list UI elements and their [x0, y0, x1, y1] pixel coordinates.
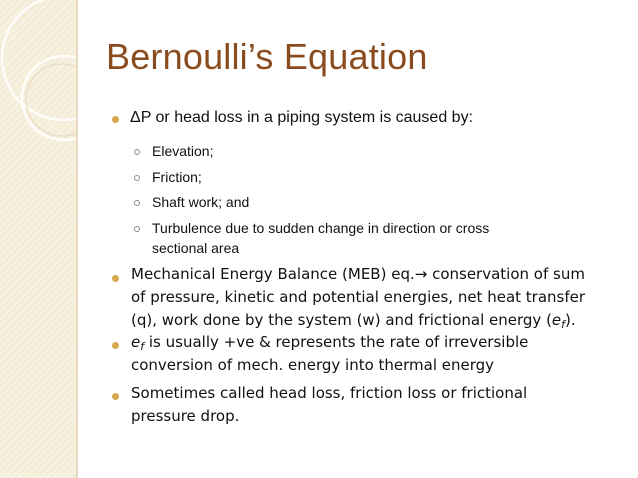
meb-line3-text: (q), work done by the system (w) and frictional energy ( [131, 311, 552, 329]
sub-bullet-marker [134, 149, 140, 155]
bullet-marker [112, 116, 119, 123]
bullet-marker [112, 275, 119, 282]
ef-line1-text: is usually +ve & represents the rate of irreversible [144, 333, 529, 351]
sub-bullet-marker [134, 175, 140, 181]
bullet-marker [112, 342, 119, 349]
ef-line1 [131, 333, 528, 353]
sub-item-turbulence-line2: sectional area [152, 240, 240, 256]
ef-variable: e [551, 311, 562, 329]
last-line2: pressure drop. [131, 407, 240, 425]
bullet-delta-p: ΔP or head loss in a piping system is caused by: [130, 109, 474, 126]
meb-line3-end: ). [565, 311, 576, 329]
meb-line1: Mechanical Energy Balance (MEB) eq.→ conservation of sum [131, 265, 585, 283]
ef-subscript: f [561, 318, 566, 331]
sub-item-elevation: Elevation; [152, 143, 214, 159]
sub-item-friction: Friction; [152, 169, 202, 185]
sub-item-turbulence-line1: Turbulence due to sudden change in direction or cross [152, 220, 490, 236]
ef-variable: e [131, 333, 141, 351]
last-line1: Sometimes called head loss, friction loss or frictional [131, 384, 528, 402]
sub-item-shaft-work: Shaft work; and [152, 194, 250, 210]
ef-subscript: f [140, 340, 145, 353]
meb-line3 [131, 311, 576, 331]
ef-line2: conversion of mech. energy into thermal energy [131, 356, 495, 374]
slide-title: Bernoulli’s Equation [106, 36, 428, 77]
sub-bullet-marker [134, 226, 140, 232]
bullet-marker [112, 393, 119, 400]
meb-line2: of pressure, kinetic and potential energies, net heat transfer [131, 288, 586, 306]
sub-bullet-marker [134, 200, 140, 206]
